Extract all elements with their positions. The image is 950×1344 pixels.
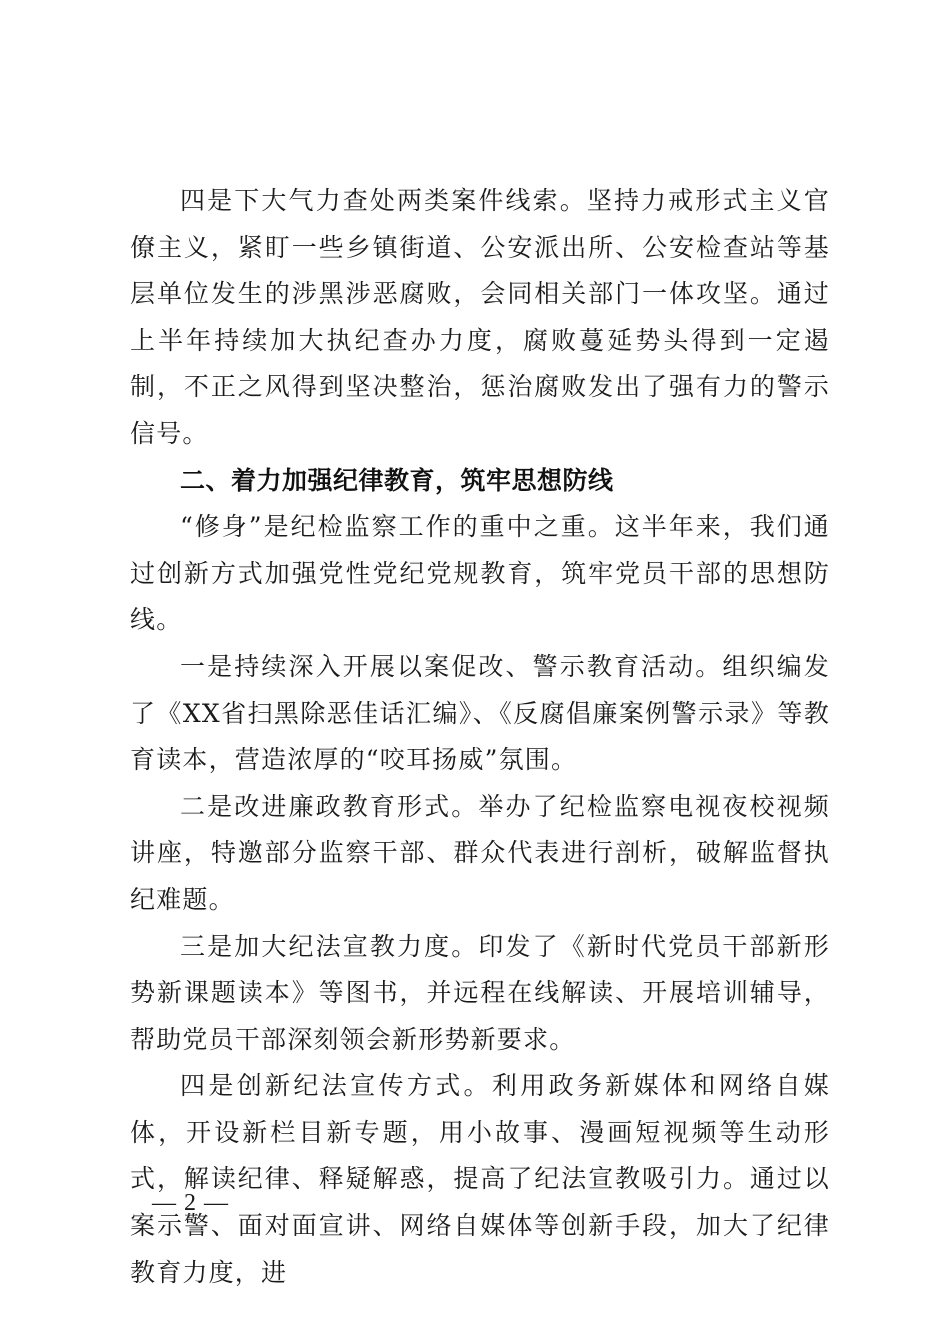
paragraph-5: 三是加大纪法宣教力度。印发了《新时代党员干部新形势新课题读本》等图书，并远程在线解读、开展培训辅导，帮助党员干部深刻领会新形势新要求。	[130, 931, 830, 1054]
section-heading: 二、着力加强纪律教育，筑牢思想防线	[180, 465, 614, 495]
paragraph-6: 四是创新纪法宣传方式。利用政务新媒体和网络自媒体，开设新栏目新专题，用小故事、漫画短视频等生动形式，解读纪律、释疑解惑，提高了纪法宣教吸引力。通过以案示警、面对面宣讲、网络自媒体等创新手段，加大了纪律教育力度，进	[130, 1071, 830, 1287]
page-number: — 2 —	[152, 1190, 229, 1216]
paragraph-2: “修身”是纪检监察工作的重中之重。这半年来，我们通过创新方式加强党性党纪党规教育，筑牢党员干部的思想防线。	[130, 512, 830, 635]
paragraph-4: 二是改进廉政教育形式。举办了纪检监察电视夜校视频讲座，特邀部分监察干部、群众代表进行剖析，破解监督执纪难题。	[130, 791, 830, 914]
paragraph-1: 四是下大气力查处两类案件线索。坚持力戒形式主义官僚主义，紧盯一些乡镇街道、公安派出所、公安检查站等基层单位发生的涉黑涉恶腐败，会同相关部门一体攻坚。通过上半年持续加大执纪查办力度，腐败蔓延势头得到一定遏制，不正之风得到坚决整治，惩治腐败发出了强有力的警示信号。	[130, 186, 830, 448]
paragraph-3: 一是持续深入开展以案促改、警示教育活动。组织编发了《XX省扫黑除恶佳话汇编》、《反腐倡廉案例警示录》等教育读本，营造浓厚的“咬耳扬威”氛围。	[130, 651, 830, 775]
document-body	[130, 178, 830, 1296]
